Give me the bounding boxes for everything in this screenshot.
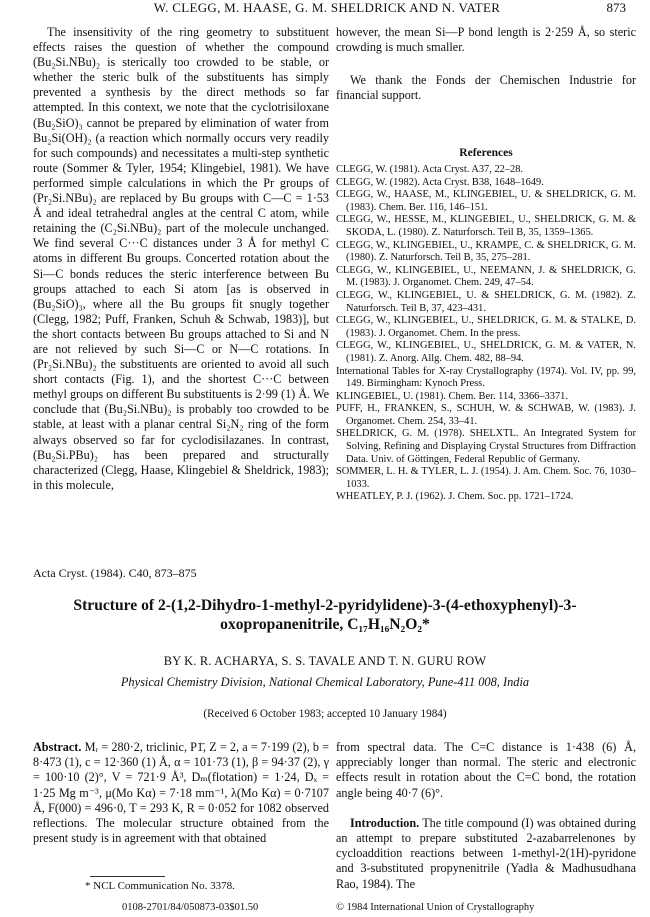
journal-citation: Acta Cryst. (1984). C40, 873–875 xyxy=(33,566,197,580)
reference-item: CLEGG, W., KLINGEBIEL, U., NEEMANN, J. & SHELDRICK, G. M. (1983). J. Organomet. Chem. 249, 47–54. xyxy=(336,264,636,289)
reference-item: CLEGG, W., KLINGEBIEL, U. & SHELDRICK, G. M. (1982). Z. Naturforsch. Teil B, 37, 423–431. xyxy=(336,289,636,314)
footnote-rule xyxy=(90,876,165,877)
reference-item: CLEGG, W., KLINGEBIEL, U., SHELDRICK, G. M. & VATER, N. (1981). Z. Anorg. Allg. Chem. 482, 88–94. xyxy=(336,340,636,364)
copyright-line: © 1984 International Union of Crystallography xyxy=(336,902,535,913)
affiliation: Physical Chemistry Division, National Chemical Laboratory, Pune-411 008, India xyxy=(120,675,530,689)
reference-item: SOMMER, L. H. & TYLER, L. J. (1954). J. Am. Chem. Soc. 76, 1030–1033. xyxy=(336,466,636,490)
references-heading: References xyxy=(459,147,513,159)
reference-item: KLINGEBIEL, U. (1981). Chem. Ber. 114, 3366–3371. xyxy=(336,390,568,402)
article-authors: BY K. R. ACHARYA, S. S. TAVALE AND T. N. GURU ROW xyxy=(163,654,487,668)
article-title: Structure of 2-(1,2-Dihydro-1-methyl-2-pyridylidene)-3-(4-ethoxyphenyl)-3-oxopropanenitrile, C₁₇H₁₆N₂O₂* xyxy=(73,597,577,633)
reference-item: CLEGG, W., HESSE, M., KLINGEBIEL, U., SHELDRICK, G. M. & SKODA, L. (1980). Z. Naturforsch. Teil B, 35, 1359–1365. xyxy=(336,214,636,238)
reference-item: CLEGG, W., KLINGEBIEL, U., SHELDRICK, G. M. & STALKE, D. (1983). J. Organomet. Chem. In the press. xyxy=(336,315,636,339)
footnote: * NCL Communication No. 3378. xyxy=(85,880,235,892)
introduction xyxy=(336,816,636,892)
abstract-label: Abstract. xyxy=(33,740,82,754)
abstract-text: Mᵣ = 280·2, triclinic, P1̄, Z = 2, a = 7·199 (2), b = 8·473 (1), c = 12·360 (1) Å, α = 101·73 (1), β = 94·37 (2), γ = 100·10 (2)°, V = 721·9 Å³, Dₘ(flotation) = 1·24, Dₓ = 1·25 Mg m⁻³, μ(Mo Kα) = 7·18 mm⁻¹, λ(Mo Kα) = 0·7107 Å, F(000) = 496·0, T = 293 K, R = 0·052 for 1082 observed reflections. The molecular structure obtained from the present study is in agreement with that obtained xyxy=(33,740,329,846)
left-column xyxy=(33,25,329,493)
reference-item: SHELDRICK, G. M. (1978). SHELXTL. An Integrated System for Solving, Refining and Displaying Crystal Structures from Diffraction Data. Univ. of Göttingen, Federal Republic of Germany. xyxy=(336,428,636,465)
reference-item: WHEATLEY, P. J. (1962). J. Chem. Soc. pp. 1721–1724. xyxy=(336,491,574,503)
reference-item: CLEGG, W. (1981). Acta Cryst. A37, 22–28. xyxy=(336,164,524,175)
introduction-label: Introduction. xyxy=(350,815,420,830)
received-dates: (Received 6 October 1983; accepted 10 January 1984) xyxy=(203,708,447,720)
body-paragraph: The insensitivity of the ring geometry to substituent effects raises the question of whether the compound (Bu₂Si.NBu)₂ is sterically too crowded to be stable, or whether the steric bulk of the substituents has simply prevented a synthesis by the direct methods so far attempted. In this context, we note that the cyclotrisiloxane (Bu₂SiO)₃ cannot be prepared by elimination of water from Bu₂Si(OH)₂ (a reaction which normally occurs very readily for such compounds) and necessitates a multi-step synthetic route (Sommer & Tyler, 1954; Klingebiel, 1981). We have performed simple calculations in which the Pr groups of (Pr₂Si.NBu)₂ are replaced by Bu groups with C—C = 1·53 Å and ideal tetrahedral angles at the central C atom, while retaining the (C₂Si.NBu)₂ part of the molecule unchanged. We find several C···C distances under 3 Å for methyl C atoms in different Bu groups. Concerted rotation about the Si—C bonds reduces the steric interference between Bu groups attached to each Si atom [as is observed in (Bu₂SiO)₃, where all the Bu groups fit snugly together (Clegg, 1982; Puff, Franken, Schuh & Schwab, 1983)], but the short contacts between Bu groups attached to Si and N are not relieved by such Si—C or N—C rotations. In (Pr₂Si.NBu)₂ the substituents are oriented to avoid all such short contacts (Fig. 1), and the shortest C···C between methyl groups on different Bu substituents is 2·99 (1) Å. We conclude that (Bu₂Si.NBu)₂ is probably too crowded to be stable, at least with a planar central Si₂N₂ ring of the form always observed so far for cyclodisilazanes. In contrast, (Bu₂Si.PBu)₂ has been prepared and structurally characterized (Clegg, Haase, Klingebiel & Sheldrick, 1983); in this molecule, xyxy=(33,25,329,492)
reference-item: CLEGG, W. (1982). Acta Cryst. B38, 1648–1649. xyxy=(336,176,544,188)
reference-item: PUFF, H., FRANKEN, S., SCHUH, W. & SCHWAB, W. (1983). J. Organomet. Chem. 254, 33–41. xyxy=(336,403,636,427)
right-column xyxy=(336,25,636,103)
acknowledgement: We thank the Fonds der Chemischen Industrie for financial support. xyxy=(336,73,636,103)
introduction-text: The title compound (I) was obtained during an attempt to prepare substituted 2-azabarrelenones by cycloaddition reactions between 1-methyl-2(1H)-pyridone and 3-substituted propynenitrile (Yadla & Madhusudhana Rao, 1984). The xyxy=(336,815,636,891)
reference-item: CLEGG, W., HAASE, M., KLINGEBIEL, U. & SHELDRICK, G. M. (1983). Chem. Ber. 116, 146–151. xyxy=(336,189,636,213)
issn-line: 0108-2701/84/050873-03$01.50 xyxy=(122,902,259,913)
page-number: 873 xyxy=(606,0,626,15)
body-paragraph: however, the mean Si—P bond length is 2·259 Å, so steric crowding is much smaller. xyxy=(336,25,636,55)
abstract xyxy=(33,740,329,846)
references-list xyxy=(336,164,636,504)
abstract-continued-column xyxy=(336,740,636,892)
running-head: W. CLEGG, M. HAASE, G. M. SHELDRICK AND N. VATER xyxy=(153,0,501,15)
reference-item: International Tables for X-ray Crystallography (1974). Vol. IV, pp. 99, 149. Birmingham: Kynoch Press. xyxy=(336,365,636,390)
reference-item: CLEGG, W., KLINGEBIEL, U., KRAMPE, C. & SHELDRICK, G. M. (1980). Z. Naturforsch. Teil B, 35, 275–281. xyxy=(336,239,636,264)
abstract-continued: from spectral data. The C=C distance is 1·438 (6) Å, appreciably longer than normal. The steric and electronic effects result in rotation about the C=C bond, the rotation angle being 40·7 (6)°. xyxy=(336,740,636,800)
